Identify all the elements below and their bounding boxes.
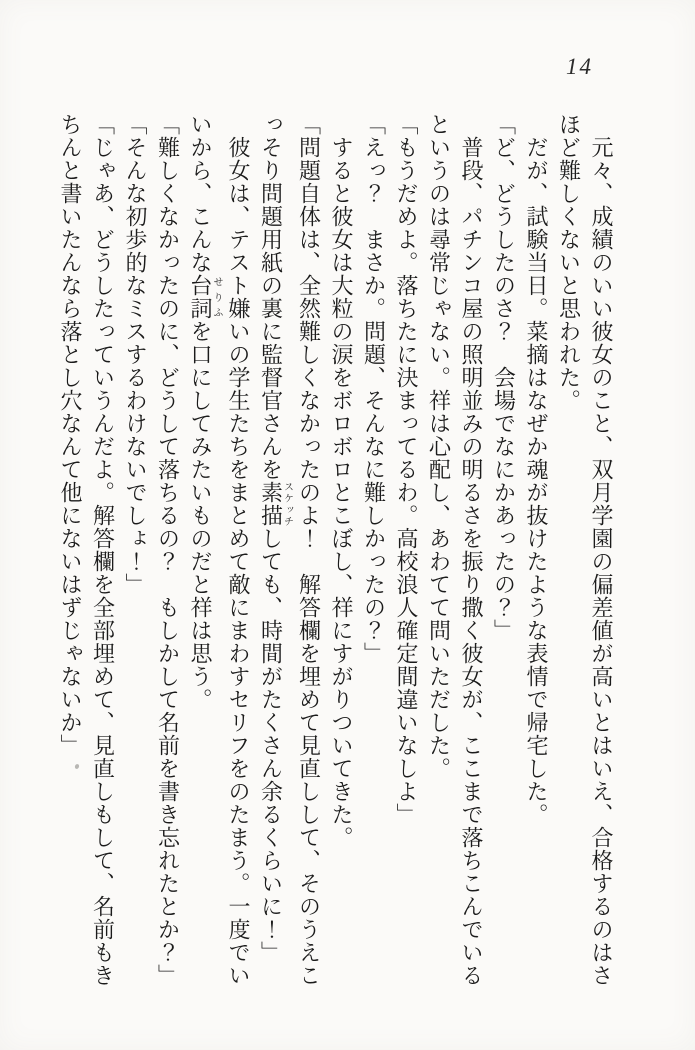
text-line-10: 「問題自体は、全然難しくなかったのよ！ 解答欄を埋めて見直しして、そのうえこ [296, 113, 322, 987]
text-segment: を口にしてみたいものだと祥は思う。 [188, 320, 213, 711]
text-line-16: 「じゃあ、どうしたっていうんだよ。解答欄を全部埋めて、見直しもして、名前もき [90, 113, 116, 987]
text-line-4: 「ど、どうしたのさ？ 会場でなにかあったの？」 [491, 113, 517, 642]
text-line-2: ほど難しくないと思われた。 [556, 113, 582, 412]
text-line-13 [184, 113, 222, 993]
text-line-15: 「そんな初歩的なミスするわけないでしょ！」 [123, 113, 148, 596]
text-segment: っそり問題用紙の裏に監督官さんを [258, 113, 284, 481]
text-line-6: というのは尋常じゃない。祥は心配し、あわてて問いただした。 [426, 113, 452, 780]
text-segment: しても、時間がたくさん余るくらいに！」 [258, 527, 284, 964]
furigana-text: スケッチ [281, 481, 293, 527]
text-line-12: 彼女は、テスト嫌いの学生たちをまとめて敵にまわすセリフをのたまう。一度でい [226, 136, 251, 987]
text-segment: いから、こんな [188, 113, 213, 274]
text-line-9: すると彼女は大粒の涙をボロボロとこぼし、祥にすがりついてきた。 [329, 136, 354, 849]
text-line-5: 普段、パチンコ屋の照明並みの明るさを振り撒く彼女が、ここまで落ちこんでいる [459, 136, 484, 987]
furigana-text: せりふ [211, 274, 222, 320]
text-line-8: 「えっ？ まさか。問題、そんなに難しかったの？」 [361, 113, 387, 665]
ruby-base: 台詞 [188, 274, 213, 320]
text-line-17: ちんと書いたんなら落とし穴なんて他にないはずじゃないか」 [58, 113, 83, 757]
text-line-7: 「もうだめよ。落ちたに決まってるわ。高校浪人確定間違いなしよ」 [394, 113, 419, 826]
text-line-1: 元々、成績のいい彼女のこと、双月学園の偏差値が高いとはいえ、合格するのはさ [589, 136, 614, 987]
ruby-base: 素描 [258, 481, 284, 527]
text-line-11 [254, 113, 292, 993]
text-line-14: 「難しくなかったのに、どうして落ちるの？ もしかして名前を書き忘れたとか？」 [155, 113, 181, 987]
ruby-annotation [258, 481, 293, 527]
vertical-text-block [54, 113, 618, 993]
text-line-3: だが、試験当日。菜摘はなぜか魂が抜けたような表情で帰宅した。 [524, 136, 549, 826]
ruby-annotation [188, 274, 222, 320]
page-number: 14 [566, 54, 593, 79]
